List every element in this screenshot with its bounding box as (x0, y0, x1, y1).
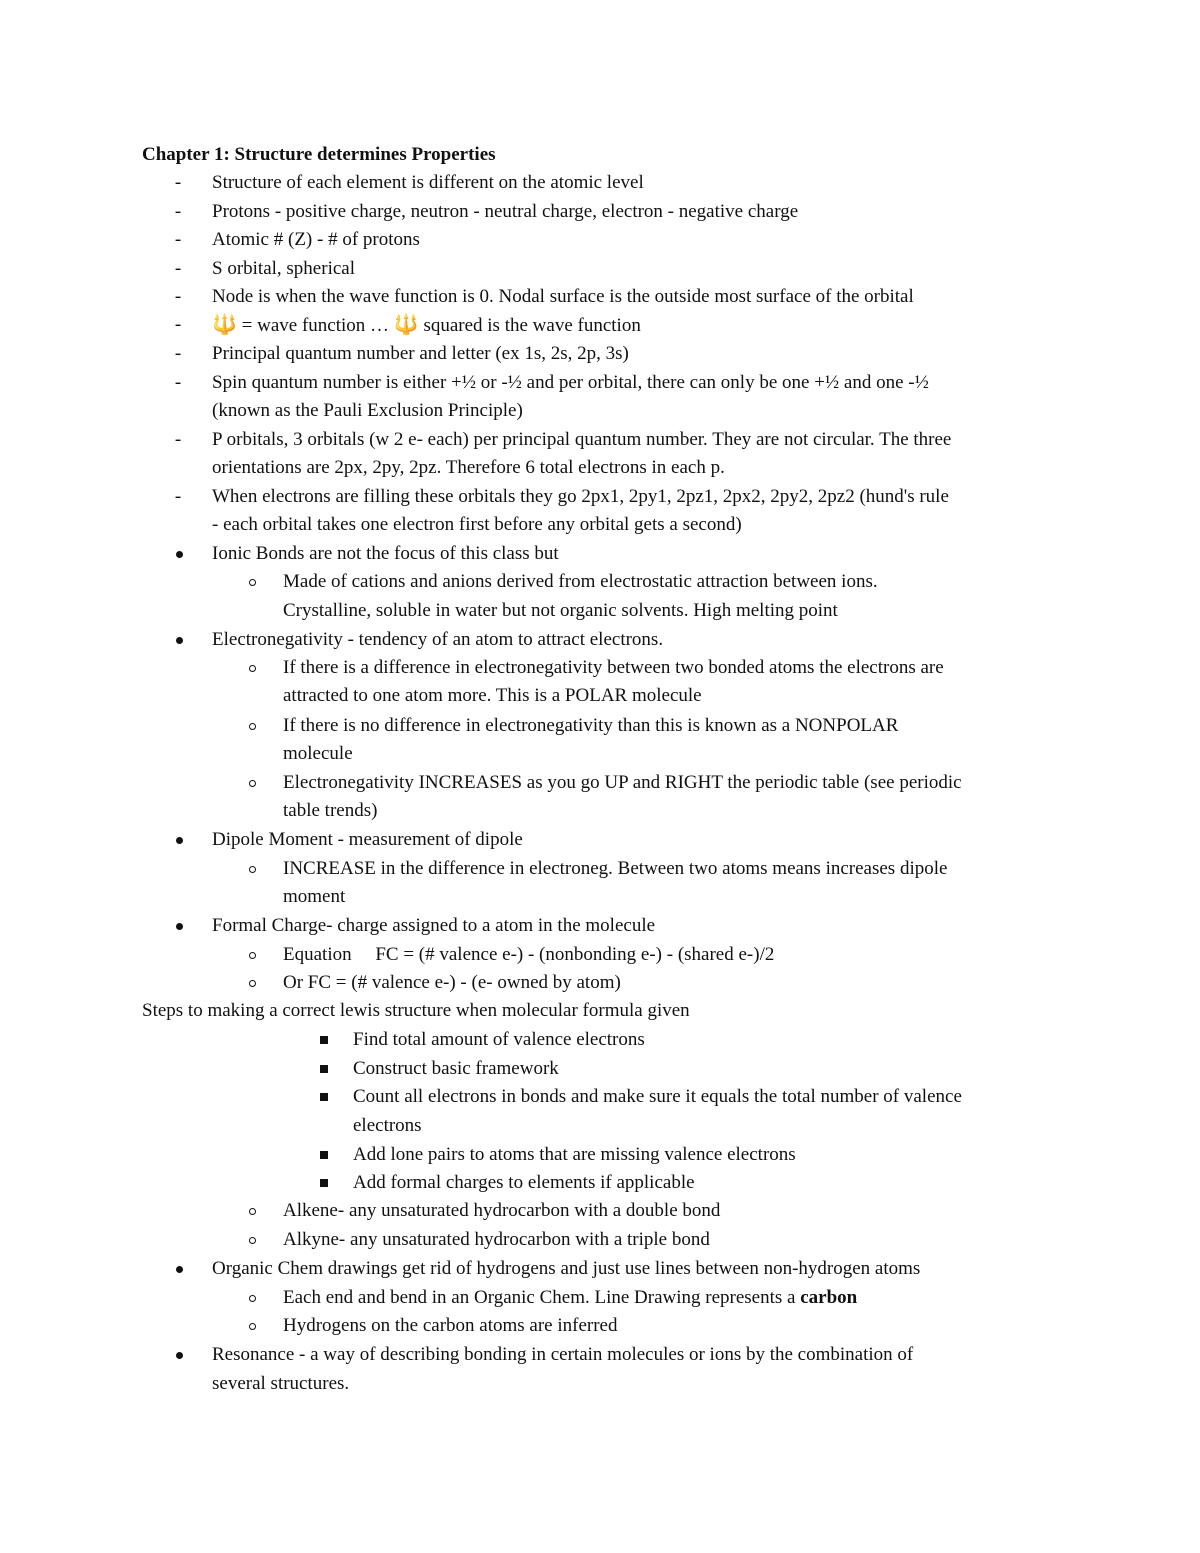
circle-marker (249, 1295, 256, 1302)
square-marker (320, 1065, 328, 1073)
bullet-marker (176, 1266, 183, 1273)
step-item: Add lone pairs to atoms that are missing valence electrons (353, 1144, 796, 1165)
bullet-marker (176, 837, 183, 844)
step-item: Find total amount of valence electrons (353, 1029, 645, 1050)
list-item: Structure of each element is different on the atomic level (212, 172, 644, 193)
psi-text-2: squared is the wave function (418, 315, 641, 336)
circle-marker (249, 866, 256, 873)
list-item-continuation: - each orbital takes one electron first before any orbital gets a second) (212, 514, 742, 535)
psi-text-1: = wave function … (236, 315, 394, 336)
list-item: P orbitals, 3 orbitals (w 2 e- each) per principal quantum number. They are not circular. The three (212, 429, 952, 450)
list-item: Spin quantum number is either +½ or -½ and per orbital, there can only be one +½ and one -½ (212, 372, 929, 393)
sub-item-continuation: moment (283, 886, 346, 907)
step-item: Add formal charges to elements if applicable (353, 1172, 695, 1193)
circle-marker (249, 780, 256, 787)
sub-item-continuation: attracted to one atom more. This is a POLAR molecule (283, 685, 702, 706)
trident-icon: 🔱 (393, 314, 419, 336)
sub-item (283, 1286, 857, 1310)
list-item: Node is when the wave function is 0. Nodal surface is the outside most surface of the orbital (212, 286, 914, 307)
circle-marker (249, 1323, 256, 1330)
sub-item: Electronegativity INCREASES as you go UP and RIGHT the periodic table (see periodic (283, 772, 962, 793)
list-item-continuation: several structures. (212, 1373, 350, 1394)
sub-item: Alkyne- any unsaturated hydrocarbon with a triple bond (283, 1229, 710, 1250)
list-item: Atomic # (Z) - # of protons (212, 229, 420, 250)
bullet-marker (176, 637, 183, 644)
sub-item: If there is no difference in electronegativity than this is known as a NONPOLAR (283, 715, 899, 736)
step-item-continuation: electrons (353, 1115, 422, 1136)
list-item: Organic Chem drawings get rid of hydrogens and just use lines between non-hydrogen atoms (212, 1258, 921, 1279)
square-marker (320, 1179, 328, 1187)
circle-marker (249, 980, 256, 987)
list-item: Principal quantum number and letter (ex 1s, 2s, 2p, 3s) (212, 343, 629, 364)
list-item: When electrons are filling these orbitals they go 2px1, 2py1, 2pz1, 2px2, 2py2, 2pz2 (hund's rule (212, 486, 949, 507)
dash-marker: - (174, 286, 182, 307)
list-item: Resonance - a way of describing bonding in certain molecules or ions by the combination of (212, 1344, 914, 1365)
sub-item-text: Each end and bend in an Organic Chem. Line Drawing represents a (283, 1287, 801, 1308)
dash-marker: - (174, 258, 182, 279)
circle-marker (249, 1237, 256, 1244)
list-item-continuation: orientations are 2px, 2py, 2pz. Therefore 6 total electrons in each p. (212, 457, 725, 478)
dash-marker: - (174, 486, 182, 507)
bullet-marker (176, 551, 183, 558)
chapter-heading: Chapter 1: Structure determines Properties (142, 144, 496, 165)
list-item: Protons - positive charge, neutron - neutral charge, electron - negative charge (212, 201, 799, 222)
sub-item-continuation: Crystalline, soluble in water but not organic solvents. High melting point (283, 600, 838, 621)
sub-item: Hydrogens on the carbon atoms are inferred (283, 1315, 618, 1336)
list-item: Formal Charge- charge assigned to a atom in the molecule (212, 915, 656, 936)
bullet-marker (176, 1352, 183, 1359)
list-item: Electronegativity - tendency of an atom to attract electrons. (212, 629, 664, 650)
dash-marker: - (174, 172, 182, 193)
sub-item: INCREASE in the difference in electroneg. Between two atoms means increases dipole (283, 858, 948, 879)
sub-item: If there is a difference in electronegativity between two bonded atoms the electrons are (283, 657, 944, 678)
list-item-continuation: (known as the Pauli Exclusion Principle) (212, 400, 523, 421)
circle-marker (249, 1208, 256, 1215)
circle-marker (249, 723, 256, 730)
dash-marker: - (174, 229, 182, 250)
circle-marker (249, 579, 256, 586)
dash-marker: - (174, 201, 182, 222)
square-marker (320, 1093, 328, 1101)
sub-item: Alkene- any unsaturated hydrocarbon with a double bond (283, 1200, 721, 1221)
sub-item: Or FC = (# valence e-) - (e- owned by atom) (283, 972, 621, 993)
square-marker (320, 1036, 328, 1044)
list-item: Dipole Moment - measurement of dipole (212, 829, 523, 850)
sub-item: Equation FC = (# valence e-) - (nonbonding e-) - (shared e-)/2 (283, 944, 775, 965)
bullet-marker (176, 923, 183, 930)
sub-item-continuation: molecule (283, 743, 353, 764)
circle-marker (249, 952, 256, 959)
sub-item-continuation: table trends) (283, 800, 378, 821)
trident-icon: 🔱 (212, 314, 237, 336)
list-item: Ionic Bonds are not the focus of this class but (212, 543, 559, 564)
step-item: Count all electrons in bonds and make sure it equals the total number of valence (353, 1086, 962, 1107)
square-marker (320, 1151, 328, 1159)
dash-marker: - (174, 372, 182, 393)
list-item: S orbital, spherical (212, 258, 355, 279)
list-item-wave-function (212, 313, 641, 338)
dash-marker: - (174, 429, 182, 450)
dash-marker: - (174, 314, 182, 335)
sub-item: Made of cations and anions derived from electrostatic attraction between ions. (283, 571, 878, 592)
dash-marker: - (174, 343, 182, 364)
bold-term: carbon (800, 1287, 858, 1308)
circle-marker (249, 665, 256, 672)
steps-heading: Steps to making a correct lewis structure when molecular formula given (142, 1000, 690, 1021)
step-item: Construct basic framework (353, 1058, 559, 1079)
